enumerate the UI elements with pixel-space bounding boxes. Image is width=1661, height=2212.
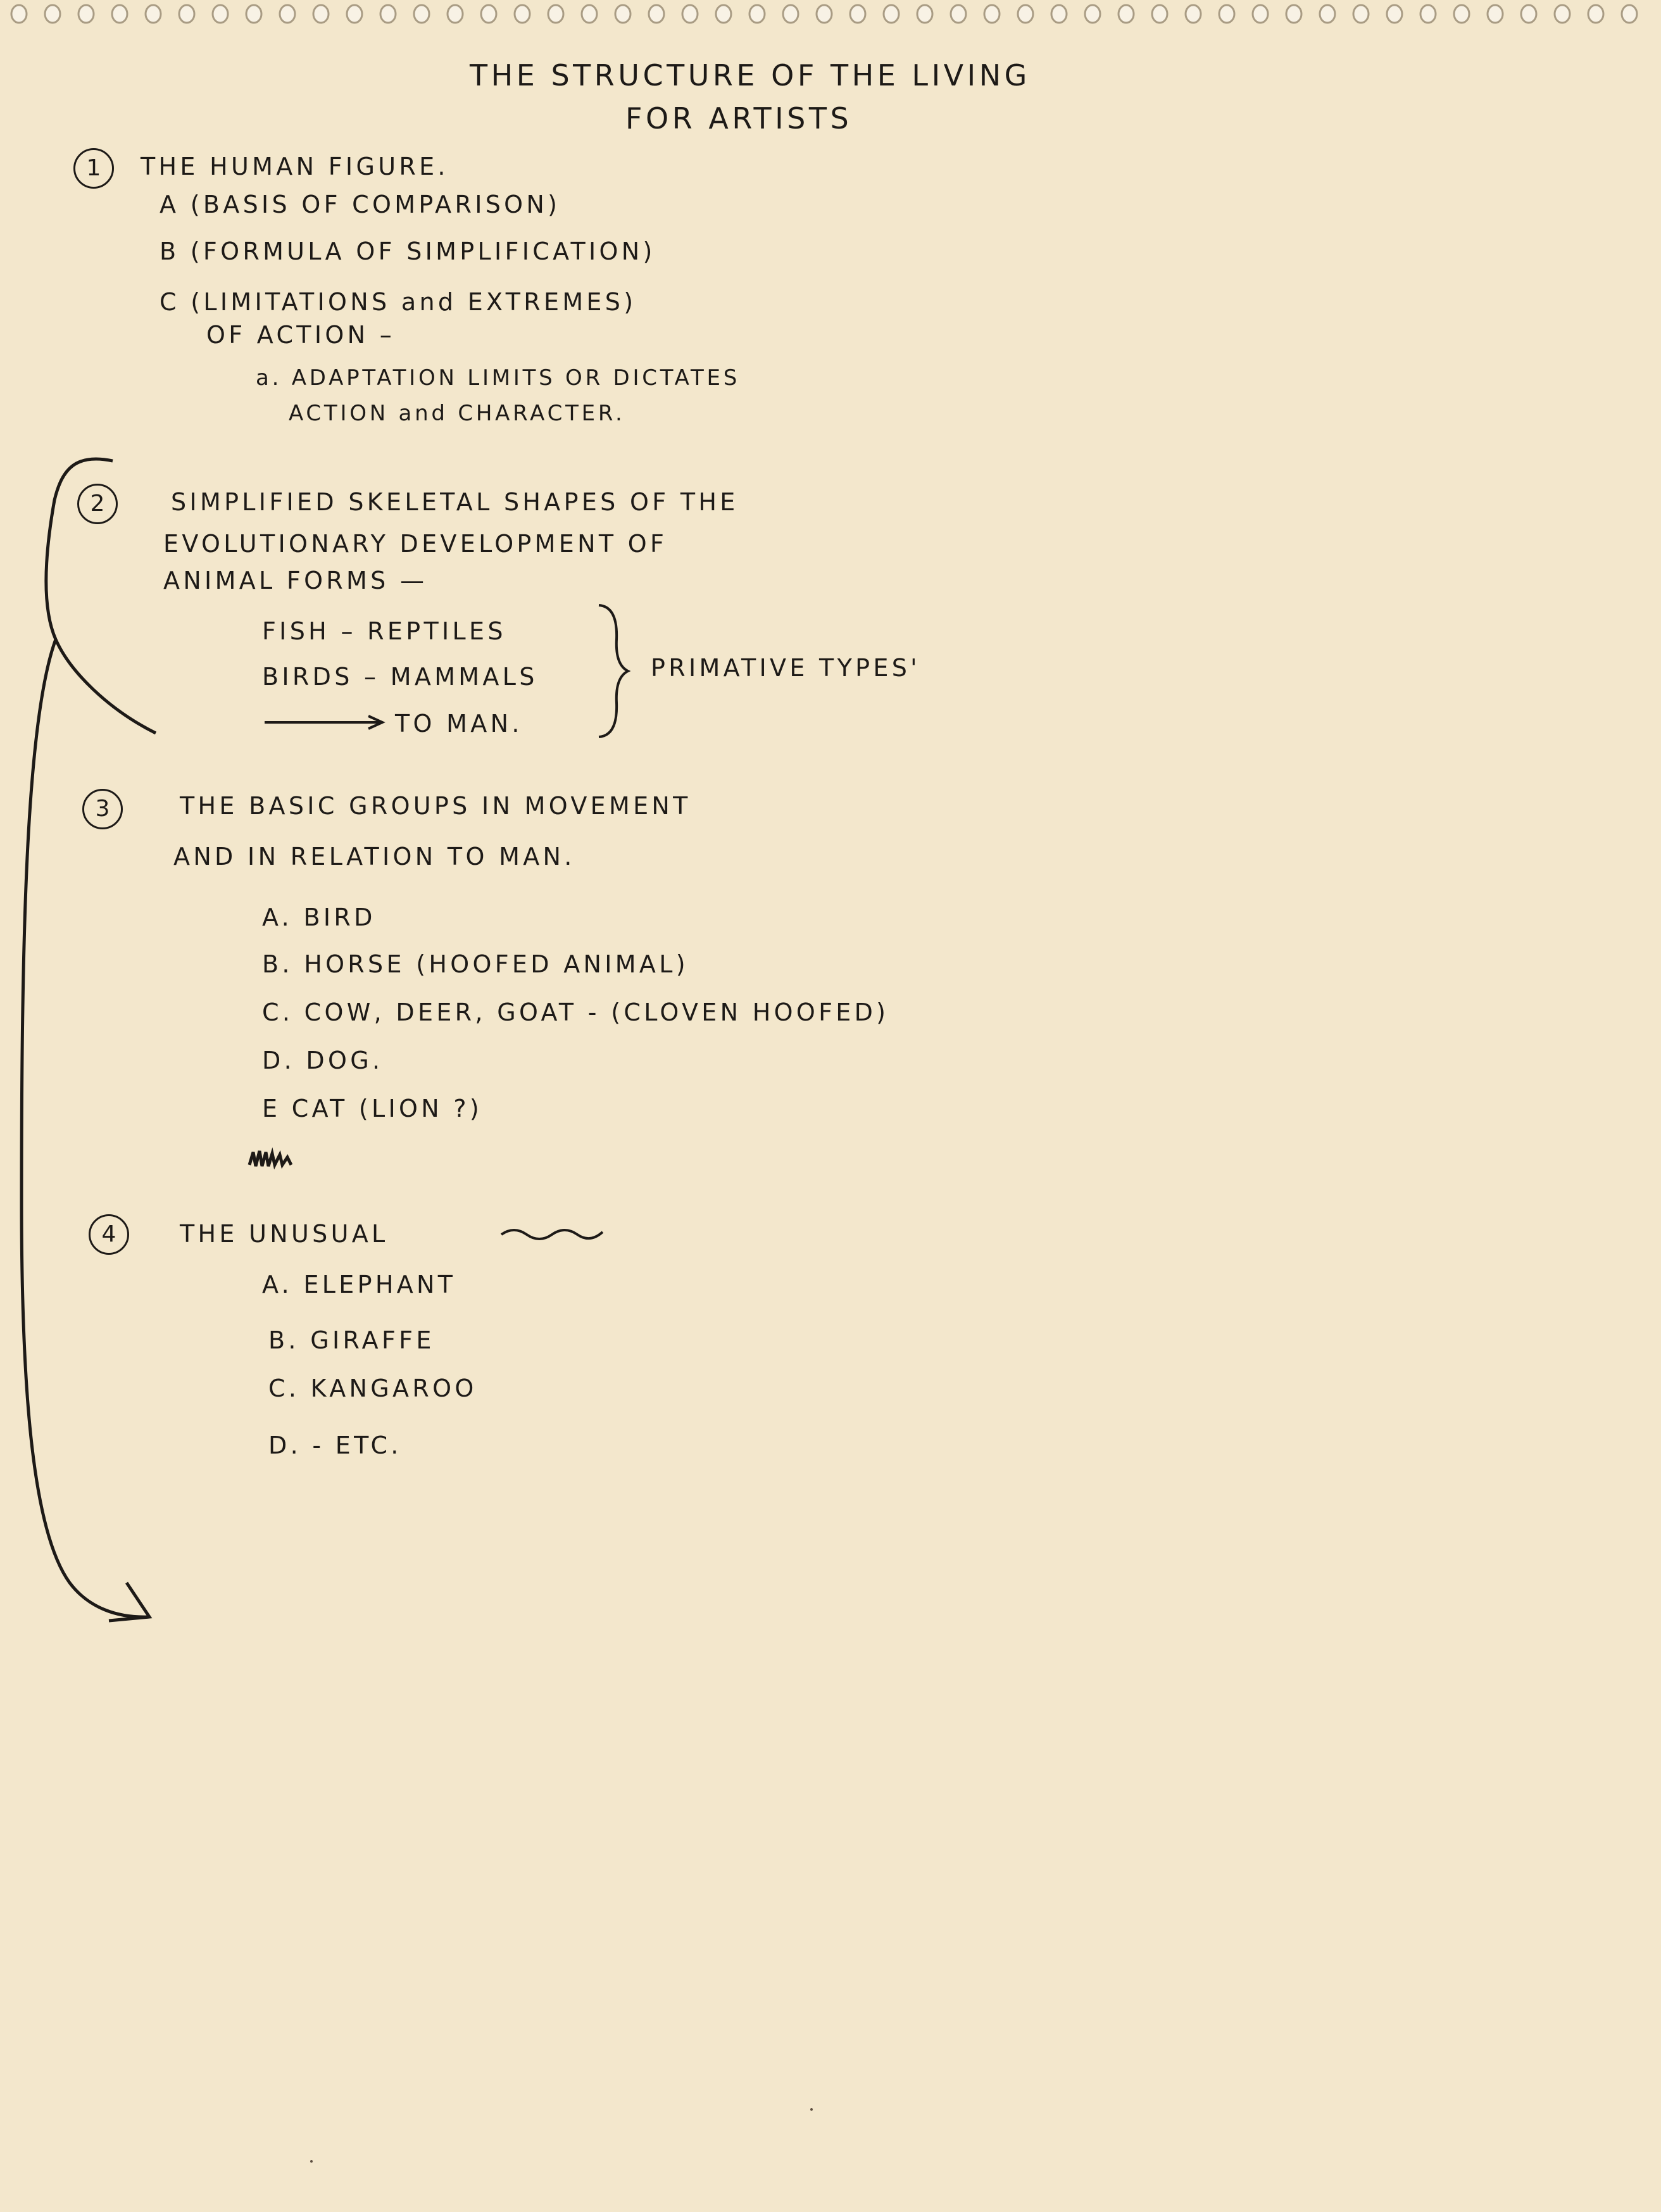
section-2-line-3: ANIMAL FORMS — [163, 567, 428, 594]
section-4-item-d: D. - ETC. [268, 1431, 402, 1459]
paper-speck [310, 2160, 313, 2163]
section-1-heading: THE HUMAN FIGURE. [141, 153, 449, 180]
section-2-number: 2 [77, 484, 118, 524]
section-1-subitem-line-1: a. ADAPTATION LIMITS OR DICTATES [256, 365, 741, 391]
paper-speck [810, 2108, 813, 2111]
section-4-item-a: A. ELEPHANT [262, 1271, 456, 1298]
section-1-subitem-line-2: ACTION and CHARACTER. [289, 401, 625, 426]
section-1-item-a: A (BASIS OF COMPARISON) [160, 191, 561, 218]
section-3-line-1: THE BASIC GROUPS IN MOVEMENT [180, 792, 691, 820]
section-3-item-e: E CAT (LION ?) [262, 1095, 483, 1122]
section-1-item-c-line-2: OF ACTION – [206, 321, 396, 349]
section-3-number: 3 [82, 789, 123, 829]
section-2-line-2: EVOLUTIONARY DEVELOPMENT OF [163, 530, 668, 558]
section-1-item-c-line-1: C (LIMITATIONS and EXTREMES) [160, 288, 637, 316]
section-4-item-c: C. KANGAROO [268, 1374, 477, 1402]
section-2-line-1: SIMPLIFIED SKELETAL SHAPES OF THE [171, 488, 739, 516]
section-1-item-b: B (FORMULA OF SIMPLIFICATION) [160, 237, 656, 265]
section-3-item-a: A. BIRD [262, 903, 376, 931]
section-2-birds-mammals: BIRDS – MAMMALS [262, 663, 538, 691]
section-3-item-d: D. DOG. [262, 1046, 384, 1074]
section-3-item-c: C. COW, DEER, GOAT - (CLOVEN HOOFED) [262, 998, 889, 1026]
section-2-primative-types: PRIMATIVE TYPES' [651, 654, 920, 682]
section-1-number: 1 [73, 148, 114, 189]
section-2-to-man: TO MAN. [395, 710, 523, 738]
page-title-line-1: THE STRUCTURE OF THE LIVING [470, 58, 1031, 92]
page-title-line-2: FOR ARTISTS [625, 101, 853, 135]
section-3-item-b: B. HORSE (HOOFED ANIMAL) [262, 950, 689, 978]
section-4-number: 4 [89, 1214, 129, 1255]
section-4-heading: THE UNUSUAL [180, 1220, 389, 1248]
section-2-fish-reptiles: FISH – REPTILES [262, 617, 506, 645]
section-4-item-b: B. GIRAFFE [268, 1326, 435, 1354]
section-3-line-2: AND IN RELATION TO MAN. [173, 843, 575, 870]
